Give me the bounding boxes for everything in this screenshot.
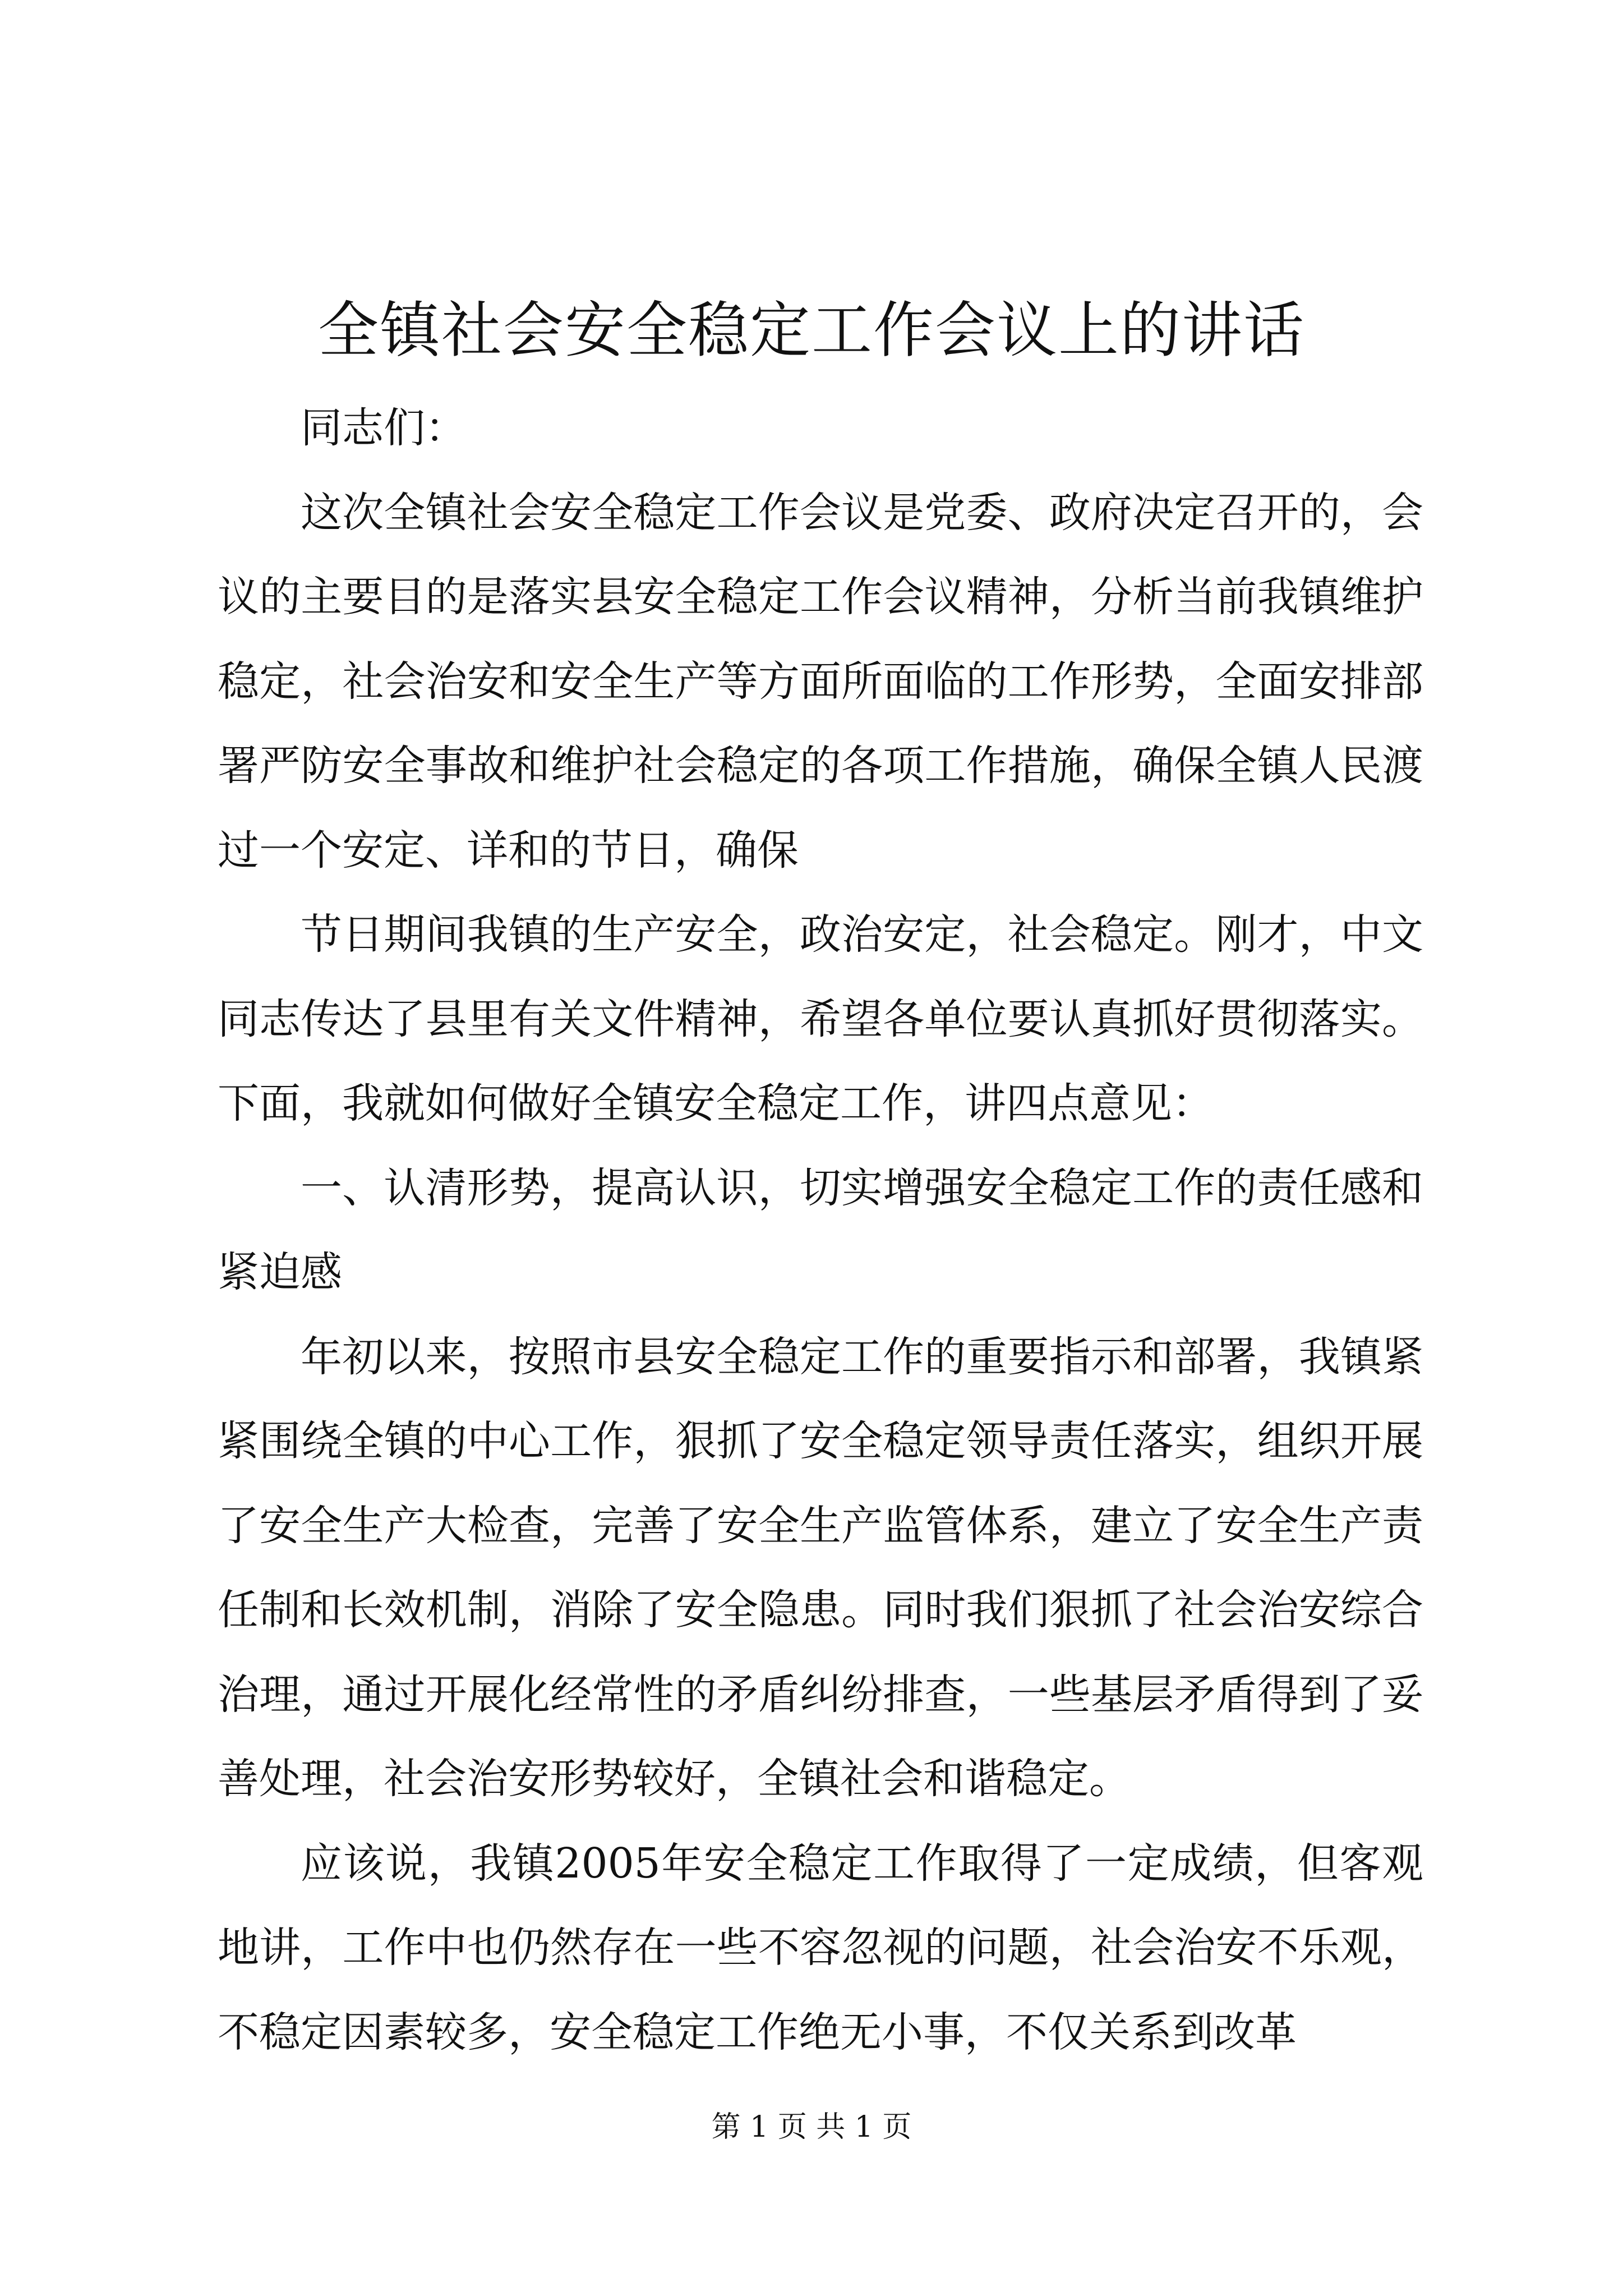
body-paragraph: 应该说，我镇2005年安全稳定工作取得了一定成绩，但客观地讲，工作中也仍然存在一些不容忽视的问题，社会治安不乐观，不稳定因素较多，安全稳定工作绝无小事，不仅关系到改革	[218, 1839, 1423, 2056]
salutation-paragraph: 同志们：	[301, 404, 467, 452]
page-footer: 第 1 页 共 1 页	[711, 2110, 912, 2144]
document-title: 全镇社会安全稳定工作会议上的讲话	[317, 296, 1305, 366]
document-body	[218, 386, 1423, 2074]
body-paragraph: 这次全镇社会安全稳定工作会议是党委、政府决定召开的，会议的主要目的是落实县安全稳定工作会议精神，分析当前我镇维护稳定，社会治安和安全生产等方面所面临的工作形势，全面安排部署严防安全事故和维护社会稳定的各项工作措施，确保全镇人民渡过一个安定、详和的节日，确保	[218, 488, 1423, 875]
body-paragraph: 年初以来，按照市县安全稳定工作的重要指示和部署，我镇紧紧围绕全镇的中心工作，狠抓了安全稳定领导责任落实，组织开展了安全生产大检查，完善了安全生产监管体系，建立了安全生产责任制和长效机制，消除了安全隐患。同时我们狠抓了社会治安综合治理，通过开展化经常性的矛盾纠纷排查，一些基层矛盾得到了妥善处理，社会治安形势较好，全镇社会和谐稳定。	[218, 1332, 1423, 1803]
body-paragraph: 节日期间我镇的生产安全，政治安定，社会稳定。刚才，中文同志传达了县里有关文件精神，希望各单位要认真抓好贯彻落实。下面，我就如何做好全镇安全稳定工作，讲四点意见：	[218, 910, 1423, 1128]
section-heading-paragraph: 一、认清形势，提高认识，切实增强安全稳定工作的责任感和紧迫感	[218, 1163, 1423, 1296]
